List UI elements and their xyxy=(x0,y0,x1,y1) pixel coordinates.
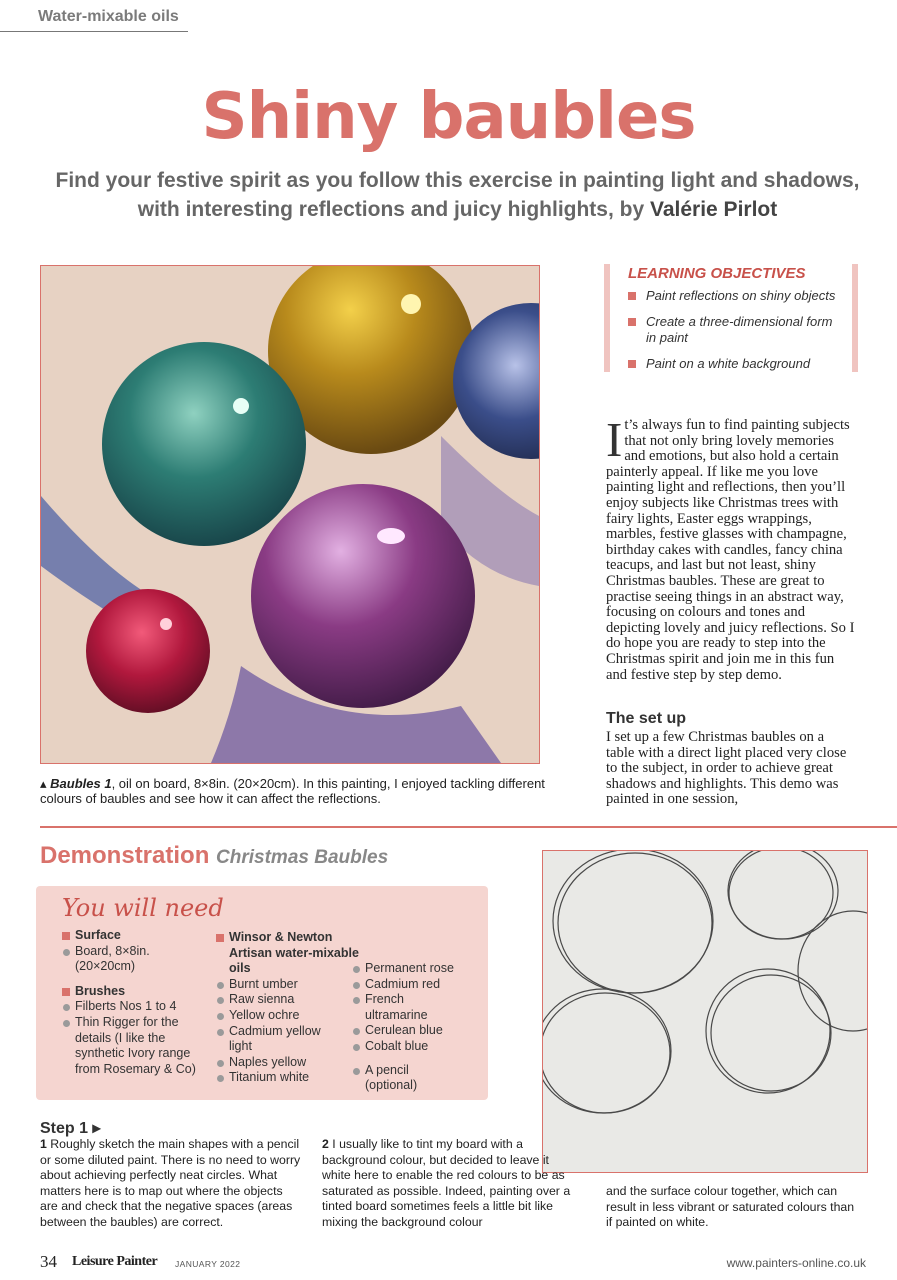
brushes-item: Thin Rigger for the details (I like the synthetic Ivory range from Rosemary & Co) xyxy=(62,1015,202,1077)
website-link[interactable]: www.painters-online.co.uk xyxy=(726,1256,866,1270)
step1-text-1: Roughly sketch the main shapes with a pencil or some diluted paint. There is no need to worry about achieving perfectly neat circles. What matters here is to map out where the objects are and check that the negative spaces (areas between the baubles) are correct. xyxy=(40,1137,301,1229)
paint-item: Naples yellow xyxy=(216,1055,376,1071)
issue-date: JANUARY 2022 xyxy=(175,1259,241,1269)
paint-item: Cobalt blue xyxy=(352,1039,462,1055)
demonstration-title xyxy=(40,842,388,870)
step1-paragraph-1 xyxy=(40,1137,302,1231)
brushes-heading: Brushes xyxy=(62,984,202,1000)
magenta-bauble xyxy=(251,484,475,708)
surface-heading: Surface xyxy=(62,928,202,944)
step-number: 1 xyxy=(40,1137,47,1151)
step1-sketch-image xyxy=(542,850,868,1173)
paint-item: Burnt umber xyxy=(216,977,376,993)
materials-col-1 xyxy=(62,928,202,1077)
author-name: Valérie Pirlot xyxy=(650,198,778,221)
objective-item: Paint on a white background xyxy=(628,356,843,372)
brushes-item: Filberts Nos 1 to 4 xyxy=(62,999,202,1015)
step1-text-2: I usually like to tint my board with a background colour, but decided to leave it white here to enable the red colours to be as saturated as possible. Indeed, painting over a tinted board sometimes feels a little bit like mixing the background colour xyxy=(322,1137,571,1229)
step1-paragraph-2 xyxy=(322,1137,574,1231)
setup-heading: The set up xyxy=(606,710,687,727)
paint-item: Cerulean blue xyxy=(352,1023,462,1039)
objectives-list xyxy=(628,288,843,382)
drop-cap: I xyxy=(606,412,623,467)
paint-item: Cadmium red xyxy=(352,977,462,993)
standfirst xyxy=(40,166,875,224)
objectives-title: LEARNING OBJECTIVES xyxy=(628,265,806,282)
surface-item: Board, 8×8in. (20×20cm) xyxy=(62,944,202,975)
teal-highlight xyxy=(233,398,249,414)
paint-item: French ultramarine xyxy=(352,992,445,1023)
pencil-sketch-art xyxy=(543,851,867,1172)
paint-item: Cadmium yellow light xyxy=(216,1024,324,1055)
materials-title: You will need xyxy=(62,894,224,922)
painting-caption: ▴ Baubles 1, oil on board, 8×8in. (20×20cm). In this painting, I enjoyed tackling different colours of baubles and see how it can affect the reflections. xyxy=(40,776,545,806)
intro-paragraph xyxy=(606,412,856,683)
paint-item: Permanent rose xyxy=(352,961,462,977)
red-highlight xyxy=(160,618,172,630)
magenta-highlight xyxy=(377,528,405,544)
section-kicker: Water-mixable oils xyxy=(38,8,179,25)
paint-item: Titanium white xyxy=(216,1070,376,1086)
objective-item: Create a three-dimensional form in paint xyxy=(628,314,843,346)
baubles-painting xyxy=(40,265,540,764)
intro-text: t’s always fun to find painting subjects that not only bring lovely memories and emotions, but also hold a certain painterly appeal. If like me you love painting light and reflections, then you’ll enjoy subjects like Christmas trees with fairy lights, Easter eggs wrappings, marbles, festive glasses with champagne, birthday cakes with candles, fancy china teacups, and last but not least, shiny Christmas baubles. These are great to practise seeing things in an abstract way, focusing on colours and tones and depicting lovely and juicy reflections. So I do hope you are ready to step into the Christmas spirit and join me in this fun and festive step by step demo. xyxy=(606,417,855,683)
materials-col-3 xyxy=(352,961,462,1094)
page-number: 34 xyxy=(40,1252,57,1271)
teal-bauble xyxy=(102,342,306,546)
paint-item: Raw sienna xyxy=(216,992,376,1008)
kicker-rule xyxy=(0,31,188,32)
page-title: Shiny baubles xyxy=(201,80,696,154)
section-divider xyxy=(40,826,897,828)
demo-title-text: Demonstration xyxy=(40,842,210,869)
paint-item: Yellow ochre xyxy=(216,1008,376,1024)
setup-text: I set up a few Christmas baubles on a table with a direct light placed very close to the subject, in order to achieve great shadows and highlights. This demo was painted in one session, xyxy=(606,729,847,808)
pencil-item: A pencil (optional) xyxy=(352,1063,462,1094)
baubles-painting-art xyxy=(41,266,539,763)
standfirst-text: Find your festive spirit as you follow this exercise in painting light and shadows, with interesting reflections and juicy highlights, by xyxy=(55,169,860,221)
gold-highlight xyxy=(401,294,421,314)
magazine-name: Leisure Painter xyxy=(72,1254,158,1269)
demo-subtitle: Christmas Baubles xyxy=(216,847,389,868)
step1-heading: Step 1 ▸ xyxy=(40,1120,101,1137)
step-number: 2 xyxy=(322,1137,329,1151)
caption-title: Baubles 1 xyxy=(50,776,112,791)
red-bauble xyxy=(86,589,210,713)
paints-heading: Winsor & Newton Artisan water-mixable oils xyxy=(216,930,376,977)
caption-text: , oil on board, 8×8in. (20×20cm). In this painting, I enjoyed tackling different colours of baubles and see how it can affect the reflections. xyxy=(40,776,545,806)
step1-paragraph-3: and the surface colour together, which can result in less vibrant or saturated colours than if painted on white. xyxy=(606,1184,855,1230)
learning-objectives-box xyxy=(604,264,858,372)
objective-item: Paint reflections on shiny objects xyxy=(628,288,843,304)
